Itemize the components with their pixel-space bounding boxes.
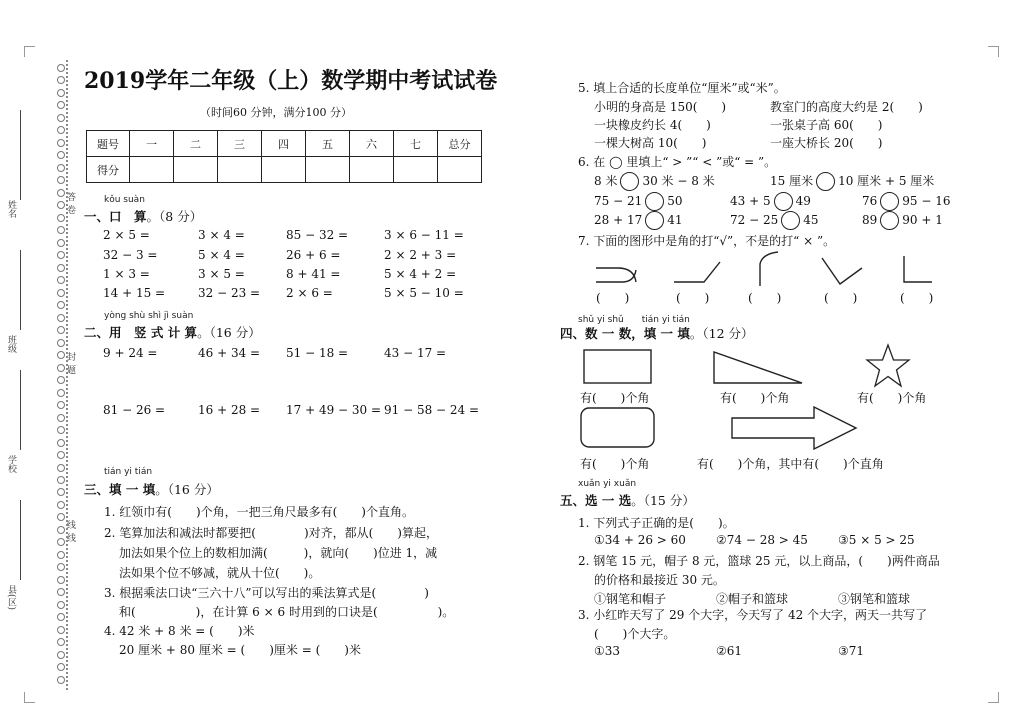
section-4-pinyin: shǔ yi shǔ tián yi tián	[578, 315, 690, 325]
angle-figure-arc-icon	[594, 262, 640, 286]
q7-answer-blank[interactable]: ( )	[748, 291, 782, 305]
compare-circle[interactable]	[774, 192, 793, 211]
calc-item: 3 × 6 − 11 =	[384, 228, 464, 242]
angle-figure-right-icon	[900, 254, 936, 286]
calc-item: 5 × 4 =	[198, 248, 245, 262]
choice-question-stem: 1. 下列式子正确的是( )。	[578, 516, 735, 530]
q5-item: 一棵大树高 10( )	[594, 136, 707, 150]
choice-option[interactable]: ①33	[594, 644, 621, 658]
compare-circle[interactable]	[880, 192, 899, 211]
school-underline	[20, 370, 21, 450]
compare-circle[interactable]	[645, 211, 664, 230]
score-table-score-row	[87, 157, 482, 183]
choice-option[interactable]: ②74 − 28 > 45	[716, 533, 808, 547]
score-cell: 三	[218, 131, 262, 157]
score-cell: 五	[306, 131, 350, 157]
vertical-calc-item: 51 − 18 =	[286, 346, 349, 360]
section-5-heading	[560, 491, 695, 509]
seal-char: 线	[65, 533, 75, 542]
calc-item: 3 × 4 =	[198, 228, 245, 242]
rounded-rectangle-shape-icon	[580, 407, 656, 449]
name-underline	[20, 110, 21, 200]
seal-char: 题	[65, 365, 75, 374]
county-label: 县(区)	[6, 585, 16, 611]
q7-answer-blank[interactable]: ( )	[900, 291, 934, 305]
compare-circle[interactable]	[781, 211, 800, 230]
angle-figure-obtuse-icon	[670, 258, 722, 286]
score-input-cell[interactable]	[262, 157, 306, 183]
choice-option[interactable]: ③钢笔和篮球	[838, 592, 911, 606]
choice-question-stem-cont: 的价格和最接近 30 元。	[594, 573, 725, 587]
fill-question-line: 加法如果个位上的数相加满( )，就向( )位进 1，减	[119, 546, 438, 560]
score-cell: 六	[350, 131, 394, 157]
section-5-points: 。（15 分）	[631, 493, 695, 508]
compare-circle[interactable]	[645, 192, 664, 211]
section-1-heading	[84, 207, 202, 225]
compare-item: 28 + 17 41	[594, 211, 683, 230]
section-4-points: 。（12 分）	[689, 326, 754, 341]
rectangle-shape-icon	[583, 349, 653, 385]
seal-char: 线	[65, 520, 75, 529]
county-underline	[20, 500, 21, 580]
shape-count-label: 有( )个角	[580, 457, 650, 471]
score-input-cell[interactable]	[350, 157, 394, 183]
section-4-heading	[560, 324, 754, 342]
q5-title: 5. 填上合适的长度单位“厘米”或“米”。	[578, 81, 786, 95]
q7-answer-blank[interactable]: ( )	[676, 291, 710, 305]
exam-subtitle: （时间60 分钟，满分100 分）	[200, 106, 352, 119]
arrow-shape-icon	[730, 405, 858, 451]
score-input-cell[interactable]	[306, 157, 350, 183]
q5-item: 一座大桥长 20( )	[770, 136, 883, 150]
calc-item: 32 − 3 =	[103, 248, 158, 262]
score-input-cell[interactable]	[174, 157, 218, 183]
shape-count-label: 有( )个角	[857, 391, 927, 405]
score-cell: 总分	[438, 131, 482, 157]
fill-question-line: 2. 笔算加法和减法时都要把( )对齐，都从( )算起，	[104, 526, 438, 540]
q5-item: 一块橡皮约长 4( )	[594, 118, 711, 132]
choice-option[interactable]: ③5 × 5 > 25	[838, 533, 915, 547]
score-input-cell[interactable]	[438, 157, 482, 183]
compare-item: 75 − 21 50	[594, 192, 683, 211]
calc-item: 26 + 6 =	[286, 248, 341, 262]
choice-option[interactable]: ①钢笔和帽子	[594, 592, 667, 606]
seal-char: 封	[65, 352, 75, 361]
compare-circle[interactable]	[816, 172, 835, 191]
compare-circle[interactable]	[620, 172, 639, 191]
calc-item: 2 × 2 + 3 =	[384, 248, 457, 262]
score-input-cell[interactable]	[218, 157, 262, 183]
shape-count-label: 有( )个角	[720, 391, 790, 405]
section-1-title: 一、口 算	[84, 209, 147, 224]
q7-answer-blank[interactable]: ( )	[824, 291, 858, 305]
seal-char: 答	[65, 192, 75, 201]
calc-item: 85 − 32 =	[286, 228, 349, 242]
section-3-title: 三、填 一 填	[84, 482, 156, 497]
school-label: 学校	[6, 455, 16, 473]
exam-title: 2019学年二年级（上）数学期中考试试卷	[84, 68, 498, 94]
star-shape-icon	[864, 343, 912, 389]
triangle-shape-icon	[712, 350, 804, 386]
class-label: 班级	[6, 335, 16, 353]
score-cell: 一	[130, 131, 174, 157]
calc-item: 14 + 15 =	[103, 286, 166, 300]
q7-title: 7. 下面的图形中是角的打“√”，不是的打“ × ”。	[578, 234, 836, 248]
score-table-header-row	[87, 131, 482, 157]
calc-item: 2 × 5 =	[103, 228, 150, 242]
q5-item: 一张桌子高 60( )	[770, 118, 883, 132]
vertical-calc-item: 91 − 58 − 24 =	[384, 403, 480, 417]
fill-question-line: 1. 红领巾有( )个角，一把三角尺最多有( )个直角。	[104, 505, 414, 519]
vertical-calc-item: 17 + 49 − 30 =	[286, 403, 382, 417]
compare-item: 76 95 − 16	[862, 192, 951, 211]
choice-question-stem: 3. 小红昨天写了 29 个大字，今天写了 42 个大字，两天一共写了	[578, 608, 928, 622]
name-label: 姓名	[6, 200, 16, 218]
angle-figure-acute-icon	[818, 254, 864, 288]
angle-figure-curved-icon	[752, 250, 786, 288]
calc-item: 5 × 4 + 2 =	[384, 267, 457, 281]
calc-item: 8 + 41 =	[286, 267, 341, 281]
choice-question-stem: 2. 钢笔 15 元，帽子 8 元，篮球 25 元，以上商品，( )两件商品	[578, 554, 940, 568]
section-2-pinyin: yòng shù shì jì suàn	[104, 311, 194, 321]
calc-item: 3 × 5 =	[198, 267, 245, 281]
section-2-points: 。（16 分）	[197, 325, 261, 340]
section-1-pinyin: kǒu suàn	[104, 195, 145, 205]
score-input-cell[interactable]	[130, 157, 174, 183]
calc-item: 2 × 6 =	[286, 286, 333, 300]
fill-question-line: 4. 42 米 + 8 米 = ( )米	[104, 624, 255, 638]
vertical-calc-item: 46 + 34 =	[198, 346, 261, 360]
calc-item: 1 × 3 =	[103, 267, 150, 281]
score-cell: 七	[394, 131, 438, 157]
fill-question-line: 和( )，在计算 6 × 6 时用到的口诀是( )。	[119, 605, 455, 619]
section-3-heading	[84, 480, 219, 498]
compare-item: 72 − 25 45	[730, 211, 819, 230]
q5-item: 教室门的高度大约是 2( )	[770, 100, 923, 114]
section-2-title: 二、用 竖 式 计 算	[84, 325, 198, 340]
compare-item: 43 + 5 49	[730, 192, 811, 211]
fill-question-line: 3. 根据乘法口诀“三六十八”可以写出的乘法算式是( )	[104, 586, 429, 600]
compare-item: 15 厘米 10 厘米 + 5 厘米	[770, 172, 934, 191]
compare-item: 89 90 + 1	[862, 211, 943, 230]
score-cell: 二	[174, 131, 218, 157]
shape-count-label: 有( )个角，其中有( )个直角	[697, 457, 884, 471]
score-cell: 得分	[87, 157, 130, 183]
section-2-heading	[84, 323, 261, 341]
vertical-calc-item: 81 − 26 =	[103, 403, 166, 417]
crop-mark-top-right	[988, 46, 999, 57]
choice-option[interactable]: ②帽子和篮球	[716, 592, 789, 606]
section-1-points: 。（8 分）	[146, 209, 203, 224]
q5-item: 小明的身高是 150( )	[594, 100, 727, 114]
section-5-pinyin: xuǎn yi xuǎn	[578, 479, 637, 489]
vertical-calc-item: 9 + 24 =	[103, 346, 158, 360]
score-cell: 四	[262, 131, 306, 157]
vertical-calc-item: 16 + 28 =	[198, 403, 261, 417]
calc-item: 32 − 23 =	[198, 286, 261, 300]
choice-option[interactable]: ③71	[838, 644, 865, 658]
section-3-pinyin: tián yi tián	[104, 467, 153, 477]
choice-option[interactable]: ①34 + 26 > 60	[594, 533, 686, 547]
q6-title: 6. 在 ◯ 里填上“ > ”“ < ”或“ = ”。	[578, 155, 777, 169]
choice-question-stem-cont: ( )个大字。	[594, 627, 676, 641]
score-table	[86, 130, 482, 183]
compare-circle[interactable]	[880, 211, 899, 230]
score-cell: 题号	[87, 131, 130, 157]
binding-holes	[57, 64, 67, 684]
shape-count-label: 有( )个角	[580, 391, 650, 405]
section-5-title: 五、选 一 选	[560, 493, 632, 508]
section-4-title: 四、数 一 数，填 一 填	[560, 326, 690, 341]
seal-char: 卷	[65, 205, 75, 214]
crop-mark-bottom-right	[988, 692, 999, 703]
choice-option[interactable]: ②61	[716, 644, 743, 658]
fill-question-line: 法如果个位不够减，就从十位( )。	[119, 566, 321, 580]
section-3-points: 。（16 分）	[155, 482, 219, 497]
fill-question-line: 20 厘米 + 80 厘米 = ( )厘米 = ( )米	[119, 643, 361, 657]
class-underline	[20, 250, 21, 330]
calc-item: 5 × 5 − 10 =	[384, 286, 464, 300]
compare-item: 8 米 30 米 − 8 米	[594, 172, 715, 191]
q7-answer-blank[interactable]: ( )	[596, 291, 630, 305]
score-input-cell[interactable]	[394, 157, 438, 183]
vertical-calc-item: 43 − 17 =	[384, 346, 447, 360]
